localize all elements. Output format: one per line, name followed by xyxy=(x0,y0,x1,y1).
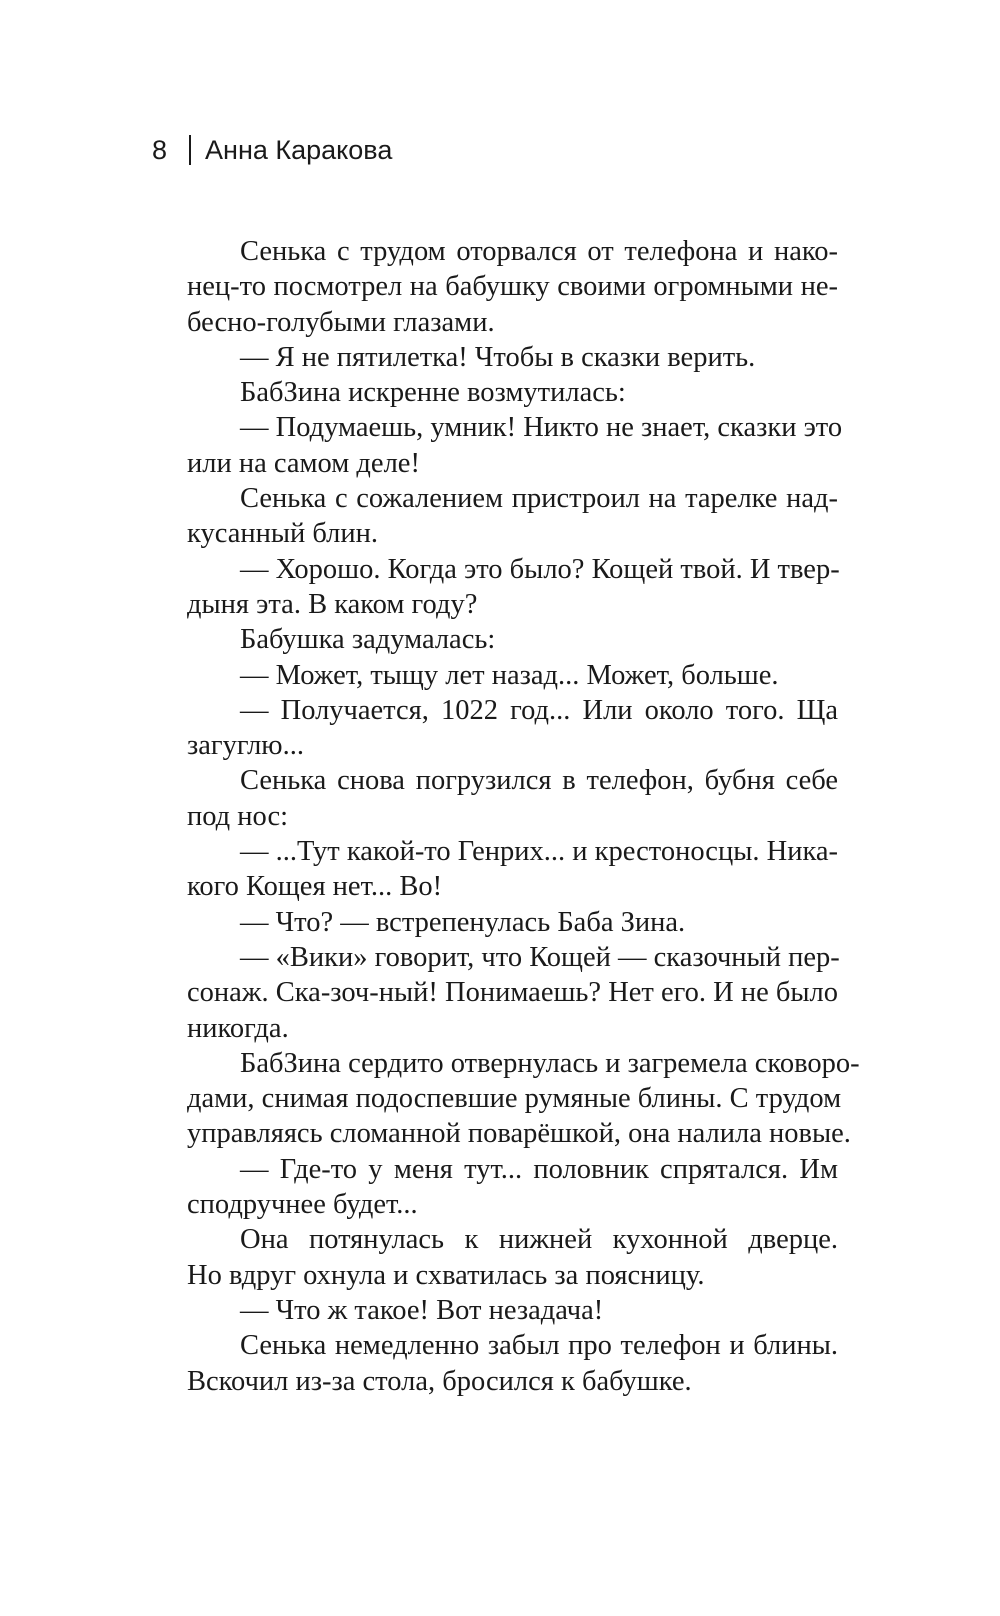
text-line: — Может, тыщу лет назад... Может, больше. xyxy=(240,659,779,691)
text-line: загуглю... xyxy=(187,730,304,762)
text-line: нец-то посмотрел на бабушку своими огромными не- xyxy=(187,271,838,303)
text-line: — «Вики» говорит, что Кощей — сказочный пер- xyxy=(240,941,840,973)
header-separator xyxy=(189,135,191,165)
text-line: дыня эта. В каком году? xyxy=(187,588,478,620)
text-line: — ...Тут какой-то Генрих... и крестоносцы. Ника- xyxy=(240,836,838,868)
text-line: — Получается, 1022 год... Или около того. Ща xyxy=(240,694,838,726)
text-line: Вскочил из-за стола, бросился к бабушке. xyxy=(187,1365,692,1397)
text-line: — Что ж такое! Вот незадача! xyxy=(240,1294,604,1326)
text-line: под нос: xyxy=(187,800,289,832)
text-line: — Хорошо. Когда это было? Кощей твой. И твер- xyxy=(240,553,840,585)
text-line: Сенька немедленно забыл про телефон и блины. xyxy=(240,1330,838,1362)
text-line: БабЗина сердито отвернулась и загремела сковоро- xyxy=(240,1047,860,1079)
text-line: Бабушка задумалась: xyxy=(240,624,496,656)
text-line: — Что? — встрепенулась Баба Зина. xyxy=(240,906,686,938)
text-line: БабЗина искренне возмутилась: xyxy=(240,377,626,409)
text-line: кусанный блин. xyxy=(187,518,379,550)
text-line: — Подумаешь, умник! Никто не знает, сказки это xyxy=(240,412,843,444)
text-line: — Где-то у меня тут... половник спрятался. Им xyxy=(240,1153,838,1185)
page-number: 8 xyxy=(152,134,168,165)
text-line: бесно-голубыми глазами. xyxy=(187,306,495,338)
text-line: или на самом деле! xyxy=(187,447,420,479)
text-line: Сенька с сожалением пристроил на тарелке над- xyxy=(240,483,838,515)
text-line: дами, снимая подоспевшие румяные блины. С трудом xyxy=(187,1083,842,1115)
author-name: Анна Каракова xyxy=(205,134,393,165)
text-line: — Я не пятилетка! Чтобы в сказки верить. xyxy=(240,341,756,373)
text-line: сонаж. Ска-зоч-ный! Понимаешь? Нет его. И не было xyxy=(187,977,838,1009)
text-line: кого Кощея нет... Во! xyxy=(187,871,443,903)
text-line: никогда. xyxy=(187,1012,289,1044)
text-line: Но вдруг охнула и схватилась за поясницу. xyxy=(187,1259,705,1291)
text-line: управляясь сломанной поварёшкой, она налила новые. xyxy=(187,1118,851,1150)
text-line: сподручнее будет... xyxy=(187,1189,418,1221)
text-line: Сенька снова погрузился в телефон, бубня себе xyxy=(240,765,838,797)
text-line: Она потянулась к нижней кухонной дверце. xyxy=(240,1224,838,1256)
running-head xyxy=(152,130,392,170)
body-text xyxy=(187,234,860,1399)
text-line: Сенька с трудом оторвался от телефона и нако- xyxy=(240,236,838,267)
